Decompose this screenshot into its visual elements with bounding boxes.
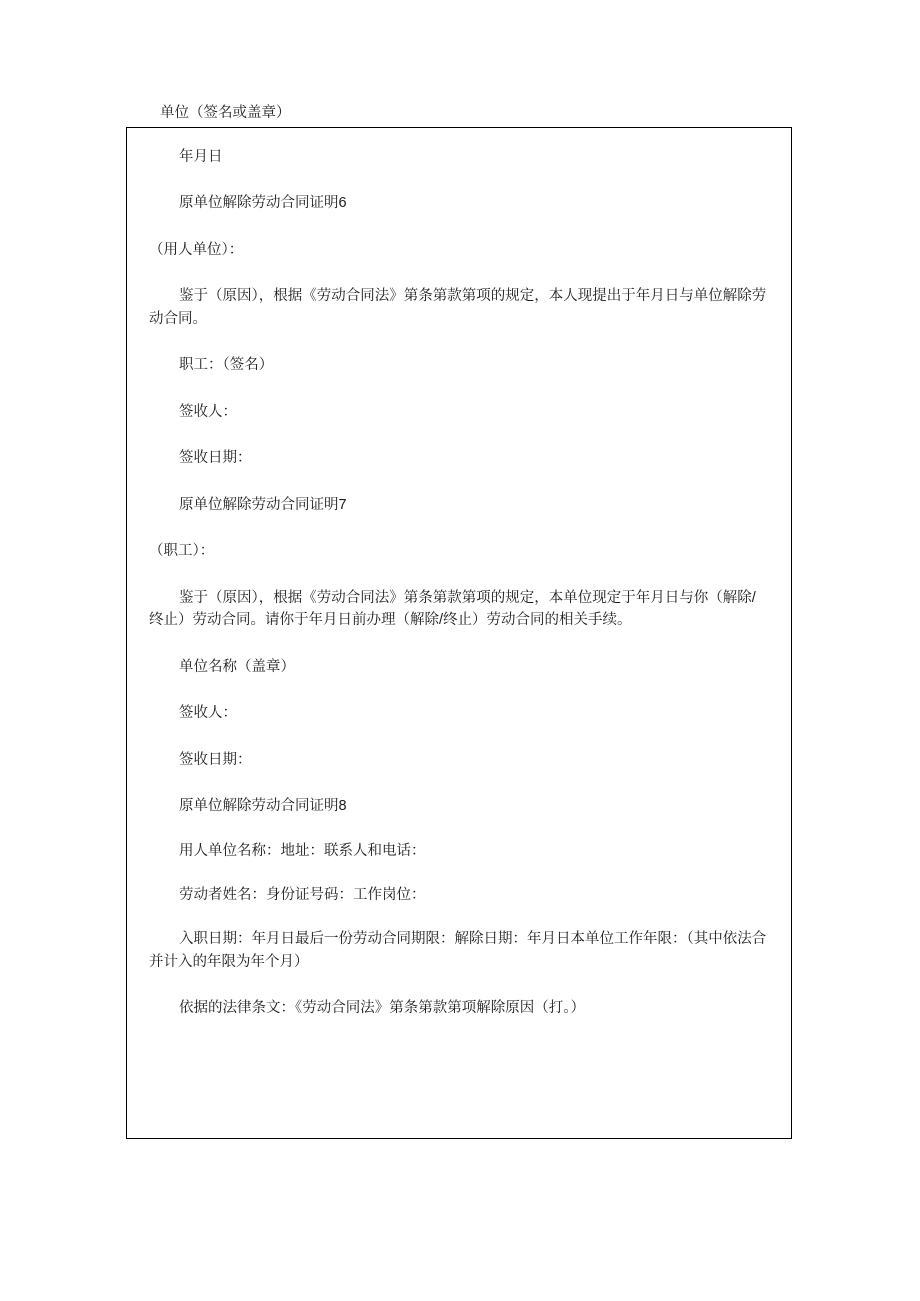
- document-content-box: [126, 127, 792, 1139]
- heading-cert-7: 原单位解除劳动合同证明7: [179, 496, 347, 513]
- heading-cert-8: 原单位解除劳动合同证明8: [179, 798, 347, 815]
- body-cert-7: 鉴于（原因），根据《劳动合同法》第条第款第项的规定，本单位现定于年月日与你（解除/终止）劳动合同。请你于年月日前办理（解除/终止）劳动合同的相关手续。: [149, 589, 756, 629]
- signature-employee: 职工：（签名）: [179, 357, 274, 374]
- body-cert-6: 鉴于（原因），根据《劳动合同法》第条第款第项的规定，本人现提出于年月日与单位解除劳动合同。: [149, 288, 767, 327]
- receiver-2: 签收人：: [179, 705, 237, 722]
- legal-basis: 依据的法律条文：《劳动合同法》第条第款第项解除原因（打。）: [179, 1000, 585, 1017]
- pre-box-heading: [160, 100, 780, 128]
- employment-dates: 入职日期：年月日最后一份劳动合同期限：解除日期：年月日本单位工作年限：（其中依法合并计入的年限为年个月）: [149, 931, 767, 970]
- company-name-seal: 单位名称（盖章）: [179, 658, 295, 675]
- unit-signature-line: 单位（签名或盖章）: [160, 105, 291, 121]
- date-line-1: 年月日: [179, 149, 223, 165]
- receive-date-2: 签收日期：: [179, 751, 252, 768]
- receiver-1: 签收人：: [179, 403, 237, 420]
- worker-info: 劳动者姓名：身份证号码：工作岗位：: [179, 886, 426, 903]
- addressee-employer: （用人单位）：: [149, 241, 244, 258]
- receive-date-1: 签收日期：: [179, 450, 252, 467]
- employer-info: 用人单位名称：地址：联系人和电话：: [179, 842, 426, 859]
- heading-cert-6: 原单位解除劳动合同证明6: [179, 195, 347, 212]
- addressee-employee: （职工）：: [149, 543, 215, 560]
